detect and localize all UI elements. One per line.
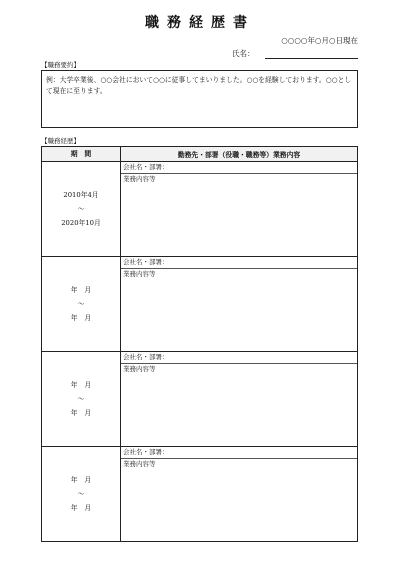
detail-cell bbox=[121, 257, 358, 352]
summary-text: 例：大学卒業後、○○会社において○○に従事してまいりました。○○を経験しております。○○として現在に至ります。 bbox=[46, 76, 352, 95]
period-separator: ～ bbox=[77, 300, 85, 308]
table-row bbox=[42, 447, 358, 542]
table-row bbox=[42, 162, 358, 257]
period-separator: ～ bbox=[77, 490, 85, 498]
company-label: 会社名・部署： bbox=[121, 447, 357, 459]
duties-label: 業務内容等 bbox=[123, 460, 156, 468]
detail-cell bbox=[121, 352, 358, 447]
period-cell bbox=[42, 162, 121, 257]
table-row bbox=[42, 352, 358, 447]
period-start: 年 月 bbox=[70, 286, 92, 294]
detail-cell bbox=[121, 447, 358, 542]
period-header: 期 間 bbox=[42, 147, 121, 162]
name-label: 氏名： bbox=[232, 49, 255, 58]
duties-label: 業務内容等 bbox=[123, 175, 156, 183]
period-start: 年 月 bbox=[70, 476, 92, 484]
summary-box bbox=[41, 70, 358, 128]
period-cell bbox=[42, 352, 121, 447]
history-table bbox=[41, 146, 358, 542]
table-header-row bbox=[42, 147, 358, 162]
detail-header: 勤務先・部署（役職・職務等）業務内容 bbox=[121, 147, 358, 162]
period-separator: ～ bbox=[77, 395, 85, 403]
duties-label: 業務内容等 bbox=[123, 365, 156, 373]
company-label: 会社名・部署： bbox=[121, 162, 357, 174]
summary-label: 【職務要約】 bbox=[41, 61, 80, 69]
period-start: 2010年4月 bbox=[63, 191, 99, 199]
period-end: 年 月 bbox=[70, 409, 92, 417]
period-cell bbox=[42, 257, 121, 352]
table-row bbox=[42, 257, 358, 352]
period-separator: ～ bbox=[77, 205, 85, 213]
duties-label: 業務内容等 bbox=[123, 270, 156, 278]
detail-cell bbox=[121, 162, 358, 257]
period-end: 年 月 bbox=[70, 504, 92, 512]
document-title: 職務経歴書 bbox=[145, 15, 255, 31]
period-end: 2020年10月 bbox=[61, 219, 101, 227]
period-cell bbox=[42, 447, 121, 542]
period-start: 年 月 bbox=[70, 381, 92, 389]
company-label: 会社名・部署： bbox=[121, 257, 357, 269]
date-text: ○○○○年○月○日現在 bbox=[281, 36, 358, 45]
name-field-line bbox=[265, 58, 358, 59]
history-label: 【職務経歴】 bbox=[41, 137, 80, 145]
period-end: 年 月 bbox=[70, 314, 92, 322]
company-label: 会社名・部署： bbox=[121, 352, 357, 364]
